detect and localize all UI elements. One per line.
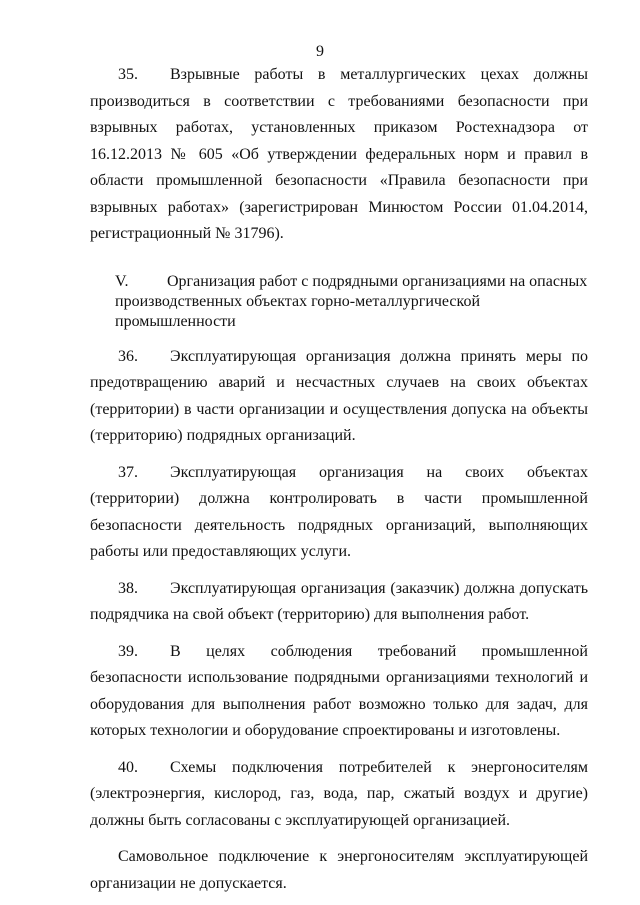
paragraph-number: 36. — [118, 347, 138, 365]
paragraph-number: 35. — [118, 66, 138, 83]
paragraph-39 — [90, 639, 588, 745]
section-number: V. — [115, 272, 129, 290]
document-body — [90, 62, 588, 897]
paragraph-text: Самовольное подключение к энергоносителям эксплуатирующей организации не допускается. — [90, 848, 588, 892]
paragraph-35 — [90, 62, 588, 248]
paragraph-text: Эксплуатирующая организация (заказчик) должна допускать подрядчика на свой объект (территорию) для выполнения работ. — [90, 579, 588, 623]
paragraph-number: 39. — [118, 642, 138, 660]
paragraph-37 — [90, 460, 588, 566]
paragraph-text: Взрывные работы в металлургических цехах должны производиться в соответствии с требованиями безопасности при взрывных работах, установленных приказом Ростехнадзора от 16.12.2013 № 605 «Об утверждении федеральных норм и правил в области промышленной безопасности «Правила безопасности при взрывных работах» (зарегистрирован Минюстом России 01.04.2014, регистрационный № 31796). — [90, 66, 588, 242]
section-heading — [90, 272, 588, 332]
page-number: 9 — [316, 43, 324, 60]
paragraph-38 — [90, 576, 588, 629]
paragraph-text: Эксплуатирующая организация на своих объектах (территории) должна контролировать в части промышленной безопасности деятельность подрядных организаций, выполняющих работы или предоставляющих услуги. — [90, 463, 588, 560]
paragraph-number: 37. — [118, 463, 138, 481]
paragraph-unauthorized-connection — [90, 844, 588, 897]
paragraph-number: 40. — [118, 758, 138, 776]
section-title-line2: производственных объектах горно-металлургической промышленности — [115, 292, 481, 330]
paragraph-text: Схемы подключения потребителей к энергоносителям (электроэнергия, кислород, газ, вода, пар, сжатый воздух и другие) должны быть согласованы с эксплуатирующей организацией. — [90, 758, 588, 829]
paragraph-text: В целях соблюдения требований промышленной безопасности использование подрядными организациями технологий и оборудования для выполнения работ возможно только для задач, для которых технологии и оборудование спроектированы и изготовлены. — [90, 642, 588, 739]
paragraph-number: 38. — [118, 579, 138, 597]
paragraph-text: Эксплуатирующая организация должна принять меры по предотвращению аварий и несчастных случаев на своих объектах (территории) в части организации и осуществления допуска на объекты (территорию) подрядных организаций. — [90, 347, 588, 444]
paragraph-40 — [90, 755, 588, 835]
paragraph-36 — [90, 344, 588, 450]
section-title-line1: Организация работ с подрядными организациями на опасных — [167, 272, 588, 290]
